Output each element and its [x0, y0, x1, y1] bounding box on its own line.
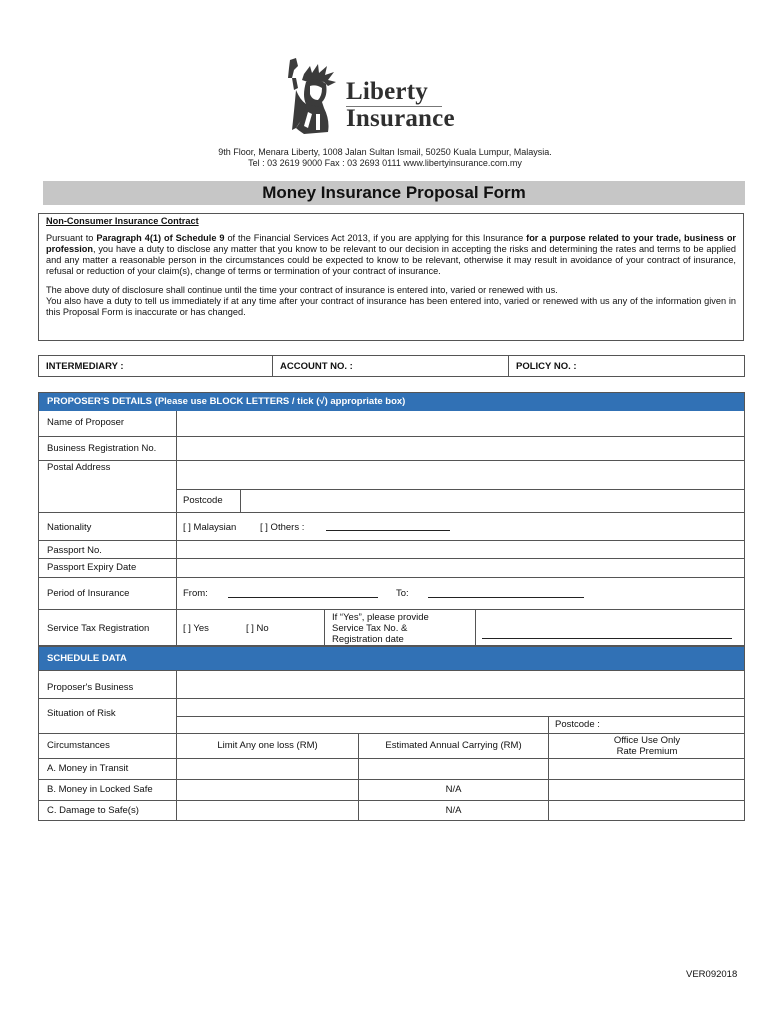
form-title: Money Insurance Proposal Form: [43, 181, 745, 205]
carrying-column-header: Estimated Annual Carrying (RM): [385, 740, 522, 751]
policy-no-field[interactable]: [590, 357, 740, 375]
service-tax-label: Service Tax Registration: [47, 623, 150, 634]
proposers-business-field[interactable]: [178, 672, 743, 697]
limit-column-header: Limit Any one loss (RM): [217, 740, 318, 751]
divider: [176, 716, 745, 717]
name-of-proposer-field[interactable]: [178, 413, 743, 435]
proposers-business-label: Proposer's Business: [47, 682, 134, 693]
notice-text: You also have a duty to tell us immediately if at any time after your contract of insurance has been entered into, varied or renewed with us any of the information given in this Proposal Form is inaccurate or has changed.: [46, 296, 736, 317]
situation-of-risk-field[interactable]: [178, 700, 743, 715]
account-no-field[interactable]: [370, 357, 504, 375]
divider: [240, 489, 241, 512]
policy-no-label: POLICY NO. :: [516, 361, 577, 372]
situation-of-risk-label: Situation of Risk: [47, 708, 116, 719]
service-tax-no-checkbox[interactable]: [ ] No: [246, 623, 269, 634]
passport-expiry-label: Passport Expiry Date: [47, 562, 137, 573]
circumstances-label: Circumstances: [47, 740, 110, 751]
divider: [38, 758, 745, 759]
postal-address-label: Postal Address: [47, 462, 111, 473]
notice-text: , you have a duty to disclose any matter that you know to be relevant to our decision in accepting the risks and determining the rates and terms to be applied and any matter a reasonable person in the circumstances could be expected to know to be relevant, otherwise it may result in avoidance of your contract of insurance, refusal or reduction of your claim(s), change of terms or termination of your contract of insurance.: [46, 244, 736, 276]
damage-to-safe-label: C. Damage to Safe(s): [47, 805, 139, 816]
statue-of-liberty-icon: [282, 56, 346, 136]
postal-address-field[interactable]: [178, 462, 743, 488]
divider: [38, 558, 745, 559]
period-to-label: To:: [396, 588, 409, 599]
money-in-transit-label: A. Money in Transit: [47, 763, 129, 774]
transit-limit-field[interactable]: [178, 760, 357, 778]
business-registration-label: Business Registration No.: [47, 443, 157, 454]
if-yes-note-line3: Registration date: [332, 634, 404, 645]
locked-safe-limit-field[interactable]: [178, 781, 357, 799]
notice-bold-text: for a purpose related to your trade, business or profession: [46, 233, 737, 254]
divider: [548, 716, 549, 821]
company-address: 9th Floor, Menara Liberty, 1008 Jalan Sultan Ismail, 50250 Kuala Lumpur, Malaysia.: [218, 147, 552, 157]
passport-expiry-field[interactable]: [178, 560, 743, 576]
divider: [176, 411, 177, 646]
notice-text: Pursuant to: [46, 233, 97, 243]
money-in-locked-safe-label: B. Money in Locked Safe: [47, 784, 153, 795]
divider: [38, 436, 745, 437]
divider: [38, 512, 745, 513]
divider: [38, 460, 745, 461]
name-of-proposer-label: Name of Proposer: [47, 417, 125, 428]
damage-safe-limit-field[interactable]: [178, 802, 357, 820]
divider: [324, 609, 325, 646]
transit-carrying-field[interactable]: [360, 760, 547, 778]
office-use-header-line1: Office Use Only: [613, 735, 681, 746]
divider: [38, 800, 745, 801]
others-checkbox[interactable]: [ ] Others :: [260, 522, 305, 533]
intermediary-label: INTERMEDIARY :: [46, 361, 124, 372]
business-registration-field[interactable]: [178, 438, 743, 459]
divider: [38, 577, 745, 578]
malaysian-checkbox[interactable]: [ ] Malaysian: [183, 522, 237, 533]
divider: [272, 355, 273, 377]
divider: [176, 489, 745, 490]
period-of-insurance-label: Period of Insurance: [47, 588, 130, 599]
divider: [38, 609, 745, 610]
notice-bold-text: Paragraph 4(1) of Schedule 9: [96, 233, 225, 243]
divider: [38, 670, 745, 671]
logo-text-insurance: Insurance: [346, 105, 455, 132]
locked-safe-na: N/A: [445, 784, 462, 795]
notice-paragraph-2: [46, 285, 736, 318]
period-from-label: From:: [183, 588, 208, 599]
situation-address-field[interactable]: [178, 718, 546, 732]
intermediary-field[interactable]: [150, 357, 268, 375]
divider: [38, 733, 745, 734]
service-tax-yes-checkbox[interactable]: [ ] Yes: [183, 623, 209, 634]
damage-safe-na: N/A: [445, 805, 462, 816]
divider: [508, 355, 509, 377]
service-tax-no-field[interactable]: [482, 638, 732, 639]
nationality-label: Nationality: [47, 522, 92, 533]
notice-paragraph-1: [46, 233, 736, 277]
notice-heading: Non-Consumer Insurance Contract: [46, 216, 199, 226]
notice-text: The above duty of disclosure shall continue until the time your contract of insurance is entered into, varied or renewed with us.: [46, 285, 558, 295]
company-contact: Tel : 03 2619 9000 Fax : 03 2693 0111 www.libertyinsurance.com.my: [248, 158, 522, 168]
postcode-field[interactable]: [242, 491, 743, 511]
logo-text-liberty: Liberty: [346, 78, 428, 105]
notice-text: of the Financial Services Act 2013, if you are applying for this Insurance: [224, 233, 527, 243]
divider: [38, 698, 745, 699]
divider: [38, 540, 745, 541]
period-to-field[interactable]: [428, 597, 584, 598]
divider: [38, 779, 745, 780]
schedule-postcode-label: Postcode :: [555, 719, 600, 730]
if-yes-note-line1: If “Yes”, please provide: [332, 612, 429, 623]
divider: [475, 609, 476, 646]
office-use-header-line2: Rate Premium: [616, 746, 678, 757]
schedule-data-header: SCHEDULE DATA: [39, 647, 744, 670]
version-code: VER092018: [686, 969, 738, 980]
passport-no-field[interactable]: [178, 542, 743, 557]
postcode-label: Postcode: [183, 495, 223, 506]
disclosure-notice: [38, 213, 744, 341]
account-no-label: ACCOUNT NO. :: [280, 361, 353, 372]
proposer-details-header: PROPOSER'S DETAILS (Please use BLOCK LETTERS / tick (√) appropriate box): [39, 393, 744, 411]
if-yes-note-line2: Service Tax No. &: [332, 623, 408, 634]
others-nationality-field[interactable]: [326, 530, 450, 531]
period-from-field[interactable]: [228, 597, 378, 598]
passport-no-label: Passport No.: [47, 545, 102, 556]
